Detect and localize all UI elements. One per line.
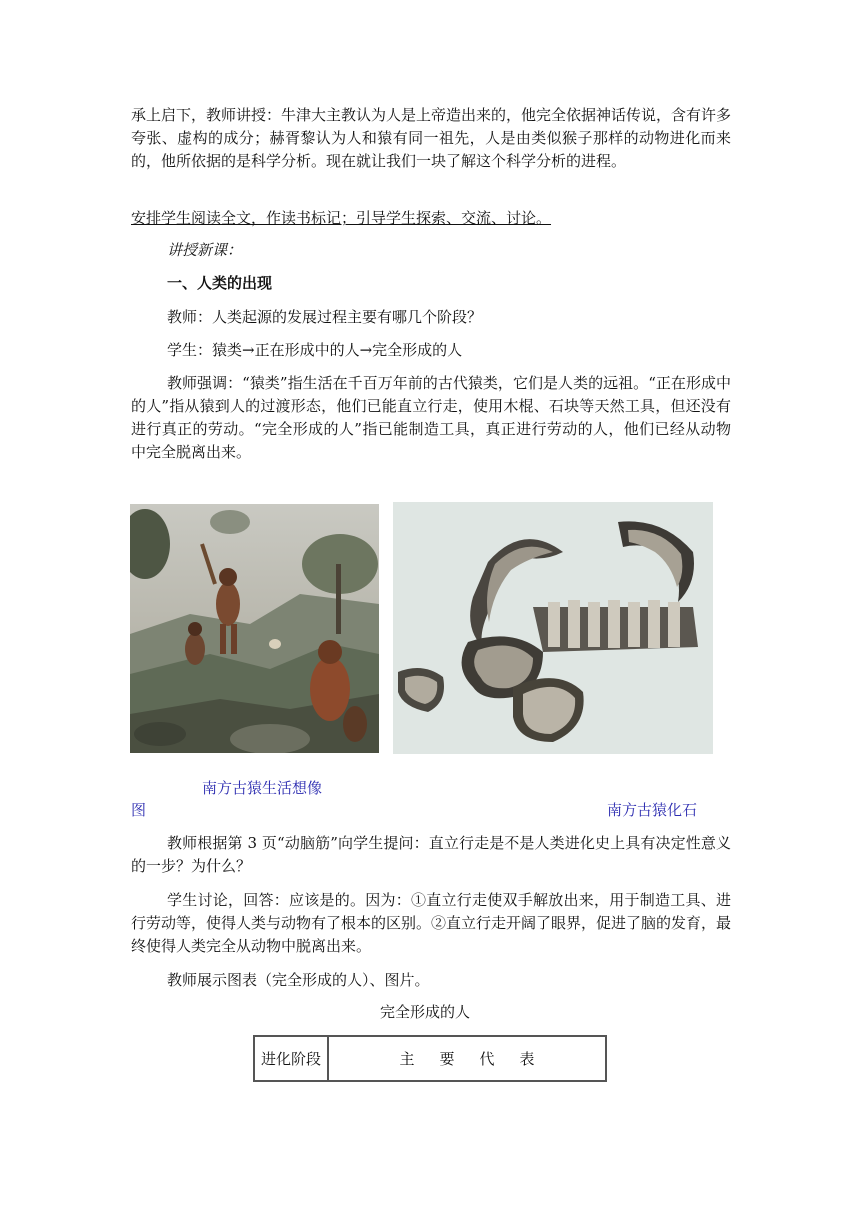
table-header-representatives: 主要代表: [328, 1036, 606, 1081]
australopithecus-fossil-photo: [393, 502, 713, 754]
table-header-stage: 进化阶段: [254, 1036, 328, 1081]
table-title: 完全形成的人: [380, 1003, 471, 1021]
australopithecus-life-illustration: [130, 504, 379, 753]
right-image-caption: 南方古猿化石: [607, 801, 698, 819]
paragraph-teacher-question: 教师：人类起源的发展过程主要有哪几个阶段？: [167, 308, 483, 326]
paragraph-student-discussion: 学生讨论，回答：应该是的。因为：①直立行走使双手解放出来，用于制造工具、进行劳动等，使得人类与动物有了根本的区别。②直立行走开阔了眼界，促进了脑的发育，最终使得人类完全从动物中脱离出来。: [131, 891, 732, 955]
table-header-row: [254, 1036, 606, 1081]
paragraph-show-chart: 教师展示图表（完全形成的人）、图片。: [167, 971, 430, 989]
paragraph-student-answer: 学生：猿类→正在形成中的人→完全形成的人: [167, 341, 463, 359]
left-image-caption-line1: 南方古猿生活想像: [202, 779, 323, 797]
paragraph-discussion-question: 教师根据第 3 页“动脑筋”向学生提问：直立行走是不是人类进化史上具有决定性意义的一步？为什么？: [131, 834, 731, 875]
paragraph-new-lesson: 讲授新课：: [167, 241, 243, 259]
paragraph-teacher-emphasis: 教师强调：“猿类”指生活在千百万年前的古代猿类，它们是人类的远祖。“正在形成中的人”指从猿到人的过渡形态，他们已能直立行走，使用木棍、石块等天然工具，但还没有进行真正的劳动。“完全形成的人”指已能制造工具，真正进行劳动的人，他们已经从动物中完全脱离出来。: [131, 374, 731, 461]
left-image-caption-line2: 图: [131, 801, 147, 819]
section-heading: 一、人类的出现: [167, 274, 273, 292]
paragraph-intro: 承上启下，教师讲授：牛津大主教认为人是上帝造出来的，他完全依据神话传说，含有许多夸张、虚构的成分；赫胥黎认为人和猿有同一祖先，人是由类似猴子那样的动物进化而来的，他所依据的是科学分析。现在就让我们一块了解这个科学分析的进程。: [131, 106, 732, 170]
evolution-stage-table: [253, 1035, 607, 1082]
paragraph-arrangement: 安排学生阅读全文，作读书标记；引导学生探索、交流、讨论。: [131, 209, 552, 227]
